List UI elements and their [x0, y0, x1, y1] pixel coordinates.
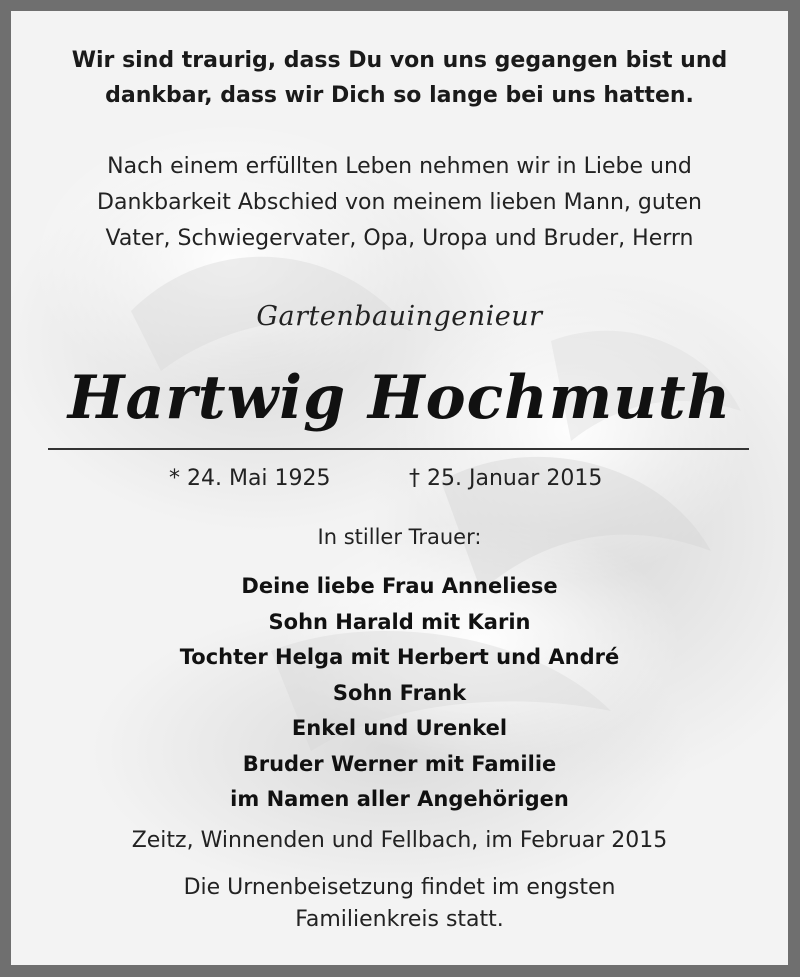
- farewell-text: [11, 149, 788, 257]
- mourning-heading: In stiller Trauer:: [317, 525, 482, 549]
- intro-text: [11, 43, 788, 113]
- obituary-content: [11, 11, 788, 965]
- farewell-line: Vater, Schwiegervater, Opa, Uropa und Bruder, Herrn: [105, 226, 694, 251]
- mourner-item: Enkel und Urenkel: [291, 716, 508, 740]
- mourner-item: Sohn Harald mit Karin: [268, 609, 531, 634]
- deceased-name: Hartwig Hochmuth: [67, 363, 732, 433]
- occupation-title: Gartenbauingenieur: [256, 301, 543, 332]
- intro-line: Wir sind traurig, dass Du von uns gegangen bist und: [71, 48, 728, 73]
- mourner-item: im Namen aller Angehörigen: [230, 787, 569, 811]
- mourner-item: Bruder Werner mit Familie: [242, 751, 557, 776]
- mourners-list: [11, 569, 788, 818]
- mourner-item: Deine liebe Frau Anneliese: [241, 574, 558, 598]
- burial-note: [11, 872, 788, 936]
- burial-line: Familienkreis statt.: [295, 907, 504, 932]
- intro-line: dankbar, dass wir Dich so lange bei uns hatten.: [105, 83, 694, 108]
- place-date: Zeitz, Winnenden und Fellbach, im Februar 2015: [131, 828, 668, 853]
- burial-line: Die Urnenbeisetzung findet im engsten: [183, 875, 616, 900]
- divider-line: [48, 448, 749, 450]
- farewell-line: Nach einem erfüllten Leben nehmen wir in Liebe und: [107, 154, 692, 179]
- farewell-line: Dankbarkeit Abschied von meinem lieben Mann, guten: [97, 190, 702, 215]
- birth-date: * 24. Mai 1925: [169, 466, 331, 491]
- death-date: † 25. Januar 2015: [409, 466, 603, 491]
- mourner-item: Tochter Helga mit Herbert und André: [179, 645, 620, 669]
- mourner-item: Sohn Frank: [332, 680, 467, 705]
